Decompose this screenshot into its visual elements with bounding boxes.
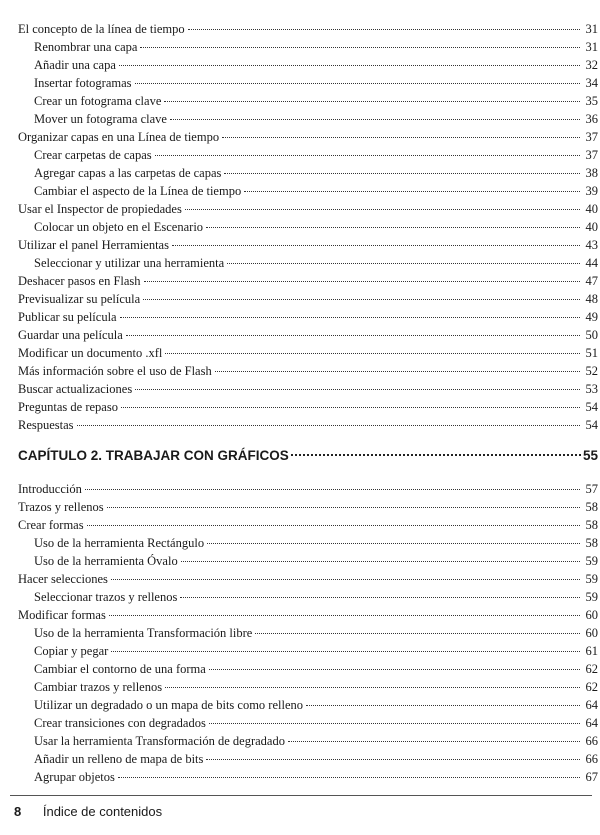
toc-entry-page-number: 40 <box>585 220 598 234</box>
dot-leader <box>165 353 580 354</box>
toc-entry-title: Crear un fotograma clave <box>34 94 162 108</box>
toc-entry-page-number: 60 <box>585 608 598 622</box>
dot-leader <box>118 777 580 778</box>
toc-entry-title: Guardar una película <box>18 328 123 342</box>
toc-entry-title: Uso de la herramienta Óvalo <box>34 554 178 568</box>
dot-leader <box>135 83 580 84</box>
toc-entry-title: Más información sobre el uso de Flash <box>18 364 212 378</box>
toc-entry-title: Crear formas <box>18 518 84 532</box>
toc-entry-title: Crear transiciones con degradados <box>34 716 206 730</box>
toc-entry <box>18 218 598 236</box>
toc-entry-title: Preguntas de repaso <box>18 400 118 414</box>
toc-entry-title: Cambiar trazos y rellenos <box>34 680 163 694</box>
toc-entry-page-number: 67 <box>585 770 598 784</box>
toc-section-chapter-2 <box>18 480 598 786</box>
toc-entry <box>18 480 598 498</box>
toc-entry-page-number: 66 <box>585 734 598 748</box>
toc-entry <box>18 624 598 642</box>
toc-entry <box>18 326 598 344</box>
footer-divider <box>10 795 592 796</box>
toc-entry-page-number: 62 <box>585 680 598 694</box>
dot-leader <box>107 507 580 508</box>
dot-leader <box>288 741 580 742</box>
dot-leader <box>144 281 580 282</box>
toc-entry-page-number: 64 <box>585 716 598 730</box>
toc-entry-title: Seleccionar trazos y rellenos <box>34 590 178 604</box>
toc-entry-title: Organizar capas en una Línea de tiempo <box>18 130 220 144</box>
toc-entry <box>18 20 598 38</box>
toc-entry-title: Introducción <box>18 482 82 496</box>
toc-entry-title: Utilizar el panel Herramientas <box>18 238 169 252</box>
dot-leader <box>120 317 580 318</box>
toc-entry <box>18 56 598 74</box>
dot-leader <box>207 543 580 544</box>
toc-entry <box>18 416 598 434</box>
dot-leader <box>222 137 580 138</box>
toc-entry <box>18 308 598 326</box>
dot-leader <box>215 371 580 372</box>
toc-entry <box>18 606 598 624</box>
toc-entry <box>18 38 598 56</box>
toc-entry-title: Modificar un documento .xfl <box>18 346 163 360</box>
dot-leader <box>140 47 580 48</box>
chapter-heading <box>18 446 598 466</box>
toc-entry-page-number: 60 <box>585 626 598 640</box>
toc-entry-title: Uso de la herramienta Transformación libre <box>34 626 253 640</box>
toc-entry-title: Publicar su película <box>18 310 117 324</box>
toc-entry-page-number: 37 <box>585 130 598 144</box>
toc-entry <box>18 146 598 164</box>
toc-entry-title: Agregar capas a las carpetas de capas <box>34 166 222 180</box>
toc-entry <box>18 362 598 380</box>
toc-entry <box>18 398 598 416</box>
dot-leader <box>209 723 580 724</box>
toc-entry-page-number: 36 <box>585 112 598 126</box>
dot-leader <box>181 561 580 562</box>
toc-entry-title: Respuestas <box>18 418 74 432</box>
dot-leader <box>206 227 580 228</box>
toc-entry <box>18 750 598 768</box>
toc-entry-title: Seleccionar y utilizar una herramienta <box>34 256 225 270</box>
toc-entry <box>18 534 598 552</box>
dot-leader <box>135 389 580 390</box>
toc-entry <box>18 768 598 786</box>
dot-leader <box>77 425 580 426</box>
toc-entry-page-number: 54 <box>585 418 598 432</box>
toc-entry-page-number: 40 <box>585 202 598 216</box>
dot-leader <box>87 525 580 526</box>
dot-leader <box>121 407 580 408</box>
dot-leader <box>188 29 580 30</box>
toc-entry-title: Cambiar el aspecto de la Línea de tiempo <box>34 184 242 198</box>
dot-leader <box>164 101 580 102</box>
toc-entry <box>18 272 598 290</box>
toc-entry-page-number: 64 <box>585 698 598 712</box>
toc-entry <box>18 660 598 678</box>
toc-entry-title: Previsualizar su película <box>18 292 141 306</box>
toc-entry-title: Uso de la herramienta Rectángulo <box>34 536 205 550</box>
toc-entry-title: Utilizar un degradado o un mapa de bits como relleno <box>34 698 304 712</box>
toc-entry <box>18 110 598 128</box>
toc-entry <box>18 588 598 606</box>
toc-entry-title: Trazos y rellenos <box>18 500 104 514</box>
toc-entry-page-number: 34 <box>585 76 598 90</box>
toc-entry-page-number: 37 <box>585 148 598 162</box>
toc-entry-title: Colocar un objeto en el Escenario <box>34 220 204 234</box>
toc-entry-title: Crear carpetas de capas <box>34 148 152 162</box>
toc-entry-title: Mover un fotograma clave <box>34 112 167 126</box>
toc-entry-page-number: 62 <box>585 662 598 676</box>
toc-entry <box>18 92 598 110</box>
toc-entry-page-number: 51 <box>585 346 598 360</box>
toc-entry-page-number: 48 <box>585 292 598 306</box>
toc-entry-page-number: 59 <box>585 572 598 586</box>
dot-leader <box>255 633 580 634</box>
chapter-page-number: 55 <box>582 448 598 463</box>
toc-entry-page-number: 53 <box>585 382 598 396</box>
dot-leader <box>109 615 580 616</box>
toc-entry <box>18 380 598 398</box>
dot-leader <box>172 245 580 246</box>
toc-entry-page-number: 47 <box>585 274 598 288</box>
toc-entry-title: Usar la herramienta Transformación de degradado <box>34 734 285 748</box>
toc-entry-title: Añadir un relleno de mapa de bits <box>34 752 204 766</box>
toc-entry <box>18 516 598 534</box>
toc-entry-title: Usar el Inspector de propiedades <box>18 202 182 216</box>
dot-leader <box>126 335 580 336</box>
dot-leader <box>155 155 580 156</box>
dot-leader <box>111 651 580 652</box>
toc-entry <box>18 74 598 92</box>
toc-entry-page-number: 39 <box>585 184 598 198</box>
toc-entry-page-number: 38 <box>585 166 598 180</box>
toc-entry <box>18 570 598 588</box>
footer-title: Índice de contenidos <box>42 804 163 819</box>
toc-entry <box>18 236 598 254</box>
table-of-contents <box>18 20 598 786</box>
toc-entry-page-number: 61 <box>585 644 598 658</box>
toc-entry <box>18 128 598 146</box>
dot-leader <box>291 454 581 456</box>
dot-leader <box>244 191 580 192</box>
dot-leader <box>85 489 580 490</box>
toc-entry-title: Hacer selecciones <box>18 572 108 586</box>
toc-entry-page-number: 31 <box>585 40 598 54</box>
toc-entry-page-number: 59 <box>585 554 598 568</box>
page-footer <box>14 804 162 819</box>
toc-entry-page-number: 54 <box>585 400 598 414</box>
toc-section-chapter-1 <box>18 20 598 434</box>
dot-leader <box>119 65 580 66</box>
toc-entry <box>18 254 598 272</box>
toc-entry-page-number: 57 <box>585 482 598 496</box>
dot-leader <box>206 759 580 760</box>
dot-leader <box>170 119 580 120</box>
dot-leader <box>306 705 580 706</box>
toc-entry-title: Añadir una capa <box>34 58 116 72</box>
toc-entry <box>18 696 598 714</box>
toc-entry-page-number: 44 <box>585 256 598 270</box>
footer-page-number: 8 <box>14 804 22 819</box>
dot-leader <box>143 299 580 300</box>
toc-entry-page-number: 66 <box>585 752 598 766</box>
dot-leader <box>227 263 580 264</box>
toc-entry <box>18 552 598 570</box>
toc-entry-page-number: 52 <box>585 364 598 378</box>
toc-entry-title: Renombrar una capa <box>34 40 138 54</box>
toc-entry-title: Agrupar objetos <box>34 770 115 784</box>
toc-entry <box>18 732 598 750</box>
toc-entry-page-number: 50 <box>585 328 598 342</box>
toc-entry-page-number: 59 <box>585 590 598 604</box>
toc-entry <box>18 164 598 182</box>
toc-entry <box>18 182 598 200</box>
toc-entry <box>18 200 598 218</box>
toc-entry-page-number: 58 <box>585 518 598 532</box>
toc-entry-page-number: 58 <box>585 536 598 550</box>
toc-entry-page-number: 43 <box>585 238 598 252</box>
toc-entry-page-number: 31 <box>585 22 598 36</box>
toc-entry <box>18 344 598 362</box>
toc-entry-page-number: 32 <box>585 58 598 72</box>
toc-entry-page-number: 58 <box>585 500 598 514</box>
toc-entry <box>18 290 598 308</box>
toc-entry-page-number: 35 <box>585 94 598 108</box>
dot-leader <box>111 579 580 580</box>
toc-entry-title: Insertar fotogramas <box>34 76 132 90</box>
dot-leader <box>180 597 580 598</box>
toc-entry <box>18 678 598 696</box>
toc-entry-page-number: 49 <box>585 310 598 324</box>
chapter-title: CAPÍTULO 2. TRABAJAR CON GRÁFICOS <box>18 448 289 463</box>
dot-leader <box>209 669 580 670</box>
toc-entry-title: El concepto de la línea de tiempo <box>18 22 185 36</box>
toc-entry-title: Copiar y pegar <box>34 644 109 658</box>
dot-leader <box>185 209 580 210</box>
toc-entry <box>18 498 598 516</box>
toc-entry-title: Deshacer pasos en Flash <box>18 274 141 288</box>
toc-entry <box>18 642 598 660</box>
toc-entry-title: Buscar actualizaciones <box>18 382 133 396</box>
dot-leader <box>224 173 580 174</box>
toc-entry-title: Cambiar el contorno de una forma <box>34 662 206 676</box>
toc-entry-title: Modificar formas <box>18 608 106 622</box>
dot-leader <box>165 687 580 688</box>
toc-entry <box>18 714 598 732</box>
